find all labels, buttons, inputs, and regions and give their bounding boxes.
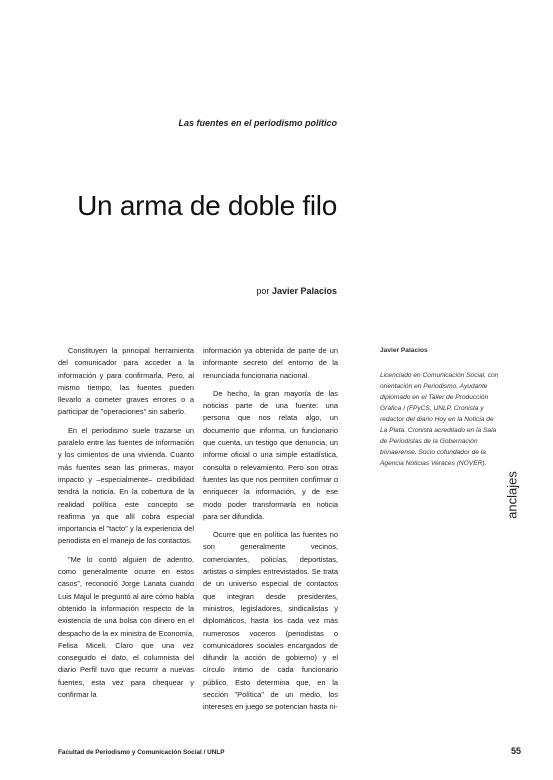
paragraph: Ocurre que en política las fuentes no son generalmente vecinos, comerciantes, policías, deportistas, artistas o simples entrevistados. Se trata de un universo especial de contactos que integran desde presidentes, ministros, legisladores, sindicalistas y diplomáticos, hasta los cada vez más numerosos voceros (periodistas o comunicadores sociales encargados de difundir la acción de gobierno) y el círculo íntimo de cada funcionario público. Esto determina que, en la sección "Política" de un medio, los intereses en juego se potencian hasta ni- [203,530,338,712]
sidebar-author-bio: Licenciado en Comunicación Social, con orientación en Periodismo. Ayudante diplomado en el Taller de Producción Gráfica I (FPyCS, UNLP. Cronista y redactor del diario Hoy en la Noticia de La Plata. Cronista acreditado en la Sala de Periodistas de la Gobernación bonaerense. Socio cofundador de la Agencia Noticias Veraces (NOVER). [380,372,499,467]
paragraph: información ya obtenida de parte de un informante secreto del entorno de la renunciada funcionaria nacional. [203,346,338,380]
body-column-2 [203,345,338,714]
sidebar-author-name: Javier Palacios [380,347,428,354]
paragraph: Constituyen la principal herramienta del comunicador para acceder a la información y para confirmarla. Pero, al mismo tiempo, las fuentes pueden llevarlo a cometer graves errores o a participar de "operaciones" sin saberlo. [58,346,194,417]
byline-author: Javier Palacios [271,286,337,296]
section-kicker: Las fuentes en el periodismo político [178,118,337,128]
section-side-label [502,440,522,550]
page-number: 55 [510,746,521,756]
page-footer: Facultad de Periodismo y Comunicación Social / UNLP [58,749,225,756]
paragraph: "Me lo contó alguien de adentro, como generalmente ocurre en estos casos", reconoció Jorge Lanata cuando Luis Majul le preguntó al aire cómo había obtenido la información respecto de la existencia de una bolsa con dinero en el despacho de la ex ministra de Economía, Felisa Miceli. Claro que una vez conseguido el dato, el columnista del diario Perfil tuvo que recurrir a nuevas fuentes, esta vez para chequear y confirmar la [58,554,194,700]
section-side-label-text: anclajes [504,471,520,519]
article-title: Un arma de doble filo [77,190,337,221]
byline-prefix: por [256,286,270,296]
body-column-1 [58,345,194,701]
paragraph: En el periodismo suele trazarse un paralelo entre las fuentes de información y los cimientos de una vivienda. Cuanto más fuentes sean las primeras, mayor impacto y –especialmente– credibilidad tendrá la noticia. En la cobertura de la realidad política este concepto se reafirma ya que allí cobra especial importancia el "tacto" y la experiencia del periodista en el manejo de los contactos. [58,425,194,546]
paragraph: De hecho, la gran mayoría de las noticias parte de una fuente: una persona que nos relata algo, un documento que informa, un funcionario que cuenta, un testigo que denuncia, un informe oficial o una simple estadística, consulta o relevamiento. Pero son otras fuentes las que nos permiten confirmar o enriquecer la información, y de ese modo poder transformarla en noticia para ser difundida. [203,388,338,521]
byline [256,286,337,296]
author-sidebar [380,345,500,469]
